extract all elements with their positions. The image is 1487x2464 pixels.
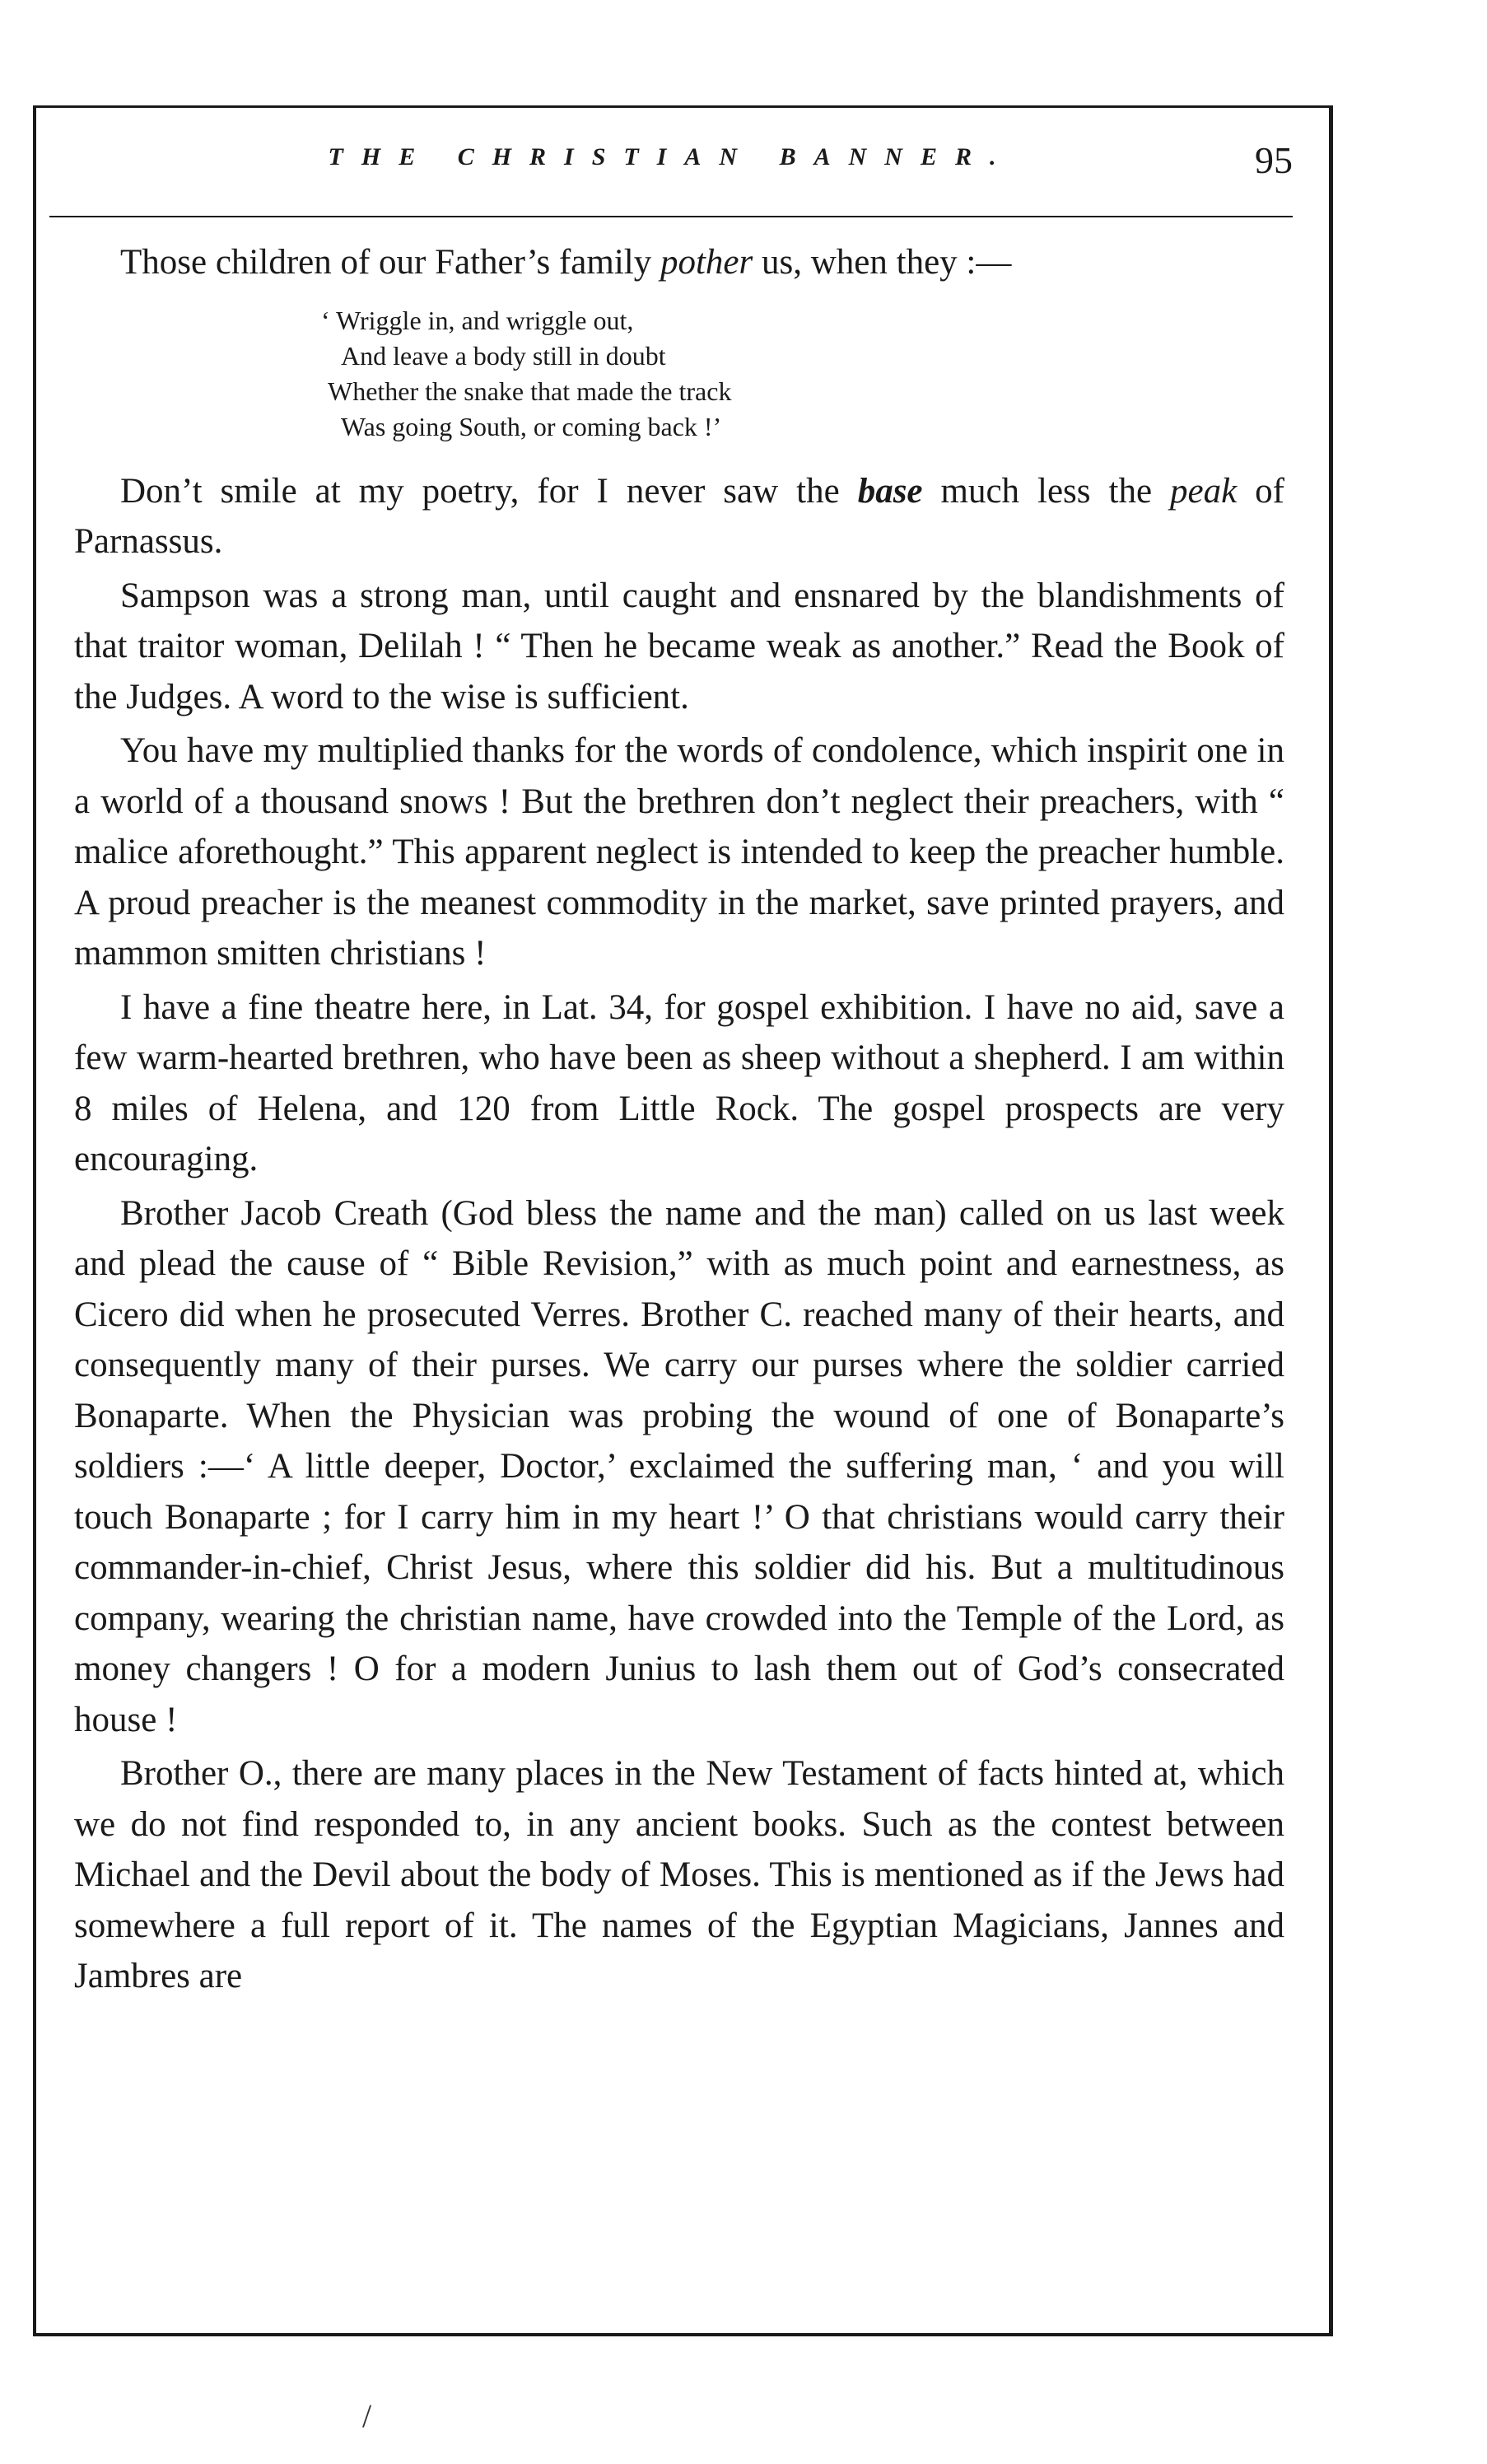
verse-quote (321, 303, 1284, 445)
opening-line-text: Those children of our Father’s family (120, 243, 660, 282)
paragraph-text: Don’t smile at my poetry, for I never saw the (120, 471, 858, 511)
opening-line (74, 237, 1284, 288)
opening-line-emphasis: pother (660, 243, 753, 282)
verse-line: And leave a body still in doubt (341, 340, 666, 371)
verse-line: Was going South, or coming back !’ (341, 411, 722, 441)
header-rule (49, 216, 1293, 217)
paragraph-poetry (74, 466, 1284, 567)
page-header (49, 138, 1293, 188)
emphasis-base: base (857, 471, 923, 511)
paragraph-text: much less the (922, 471, 1171, 511)
emphasis-peak: peak (1170, 471, 1238, 511)
paragraph-condolence: You have my multiplied thanks for the words of condolence, which inspirit one in a world of a thousand snows ! But the brethren don’t neglect their preachers, with “ malice aforethought.” This apparent neglect is intended to keep the preacher humble. A proud preacher is the meanest commodity in the market, save printed prayers, and mammon smitten christians ! (74, 731, 1284, 973)
running-title: THE CHRISTIAN BANNER. (328, 143, 1014, 170)
paragraph-text: of Parnassus. (74, 471, 1284, 561)
article-body (74, 237, 1284, 2005)
paragraph-creath: Brother Jacob Creath (God bless the name and the man) called on us last week and plead the cause of “ Bible Revision,” with as much point and earnestness, as Cicero did when he prosecuted Verres. Brother C. reached many of their hearts, and consequently many of their purses. We carry our purses where the soldier carried Bonaparte. When the Physician was probing the wound of one of Bonaparte’s soldiers :—‘ A little deeper, Doctor,’ exclaimed the suffering man, ‘ and you will touch Bonaparte ; for I carry him in my heart !’ O that christians would carry their commander-in-chief, Christ Jesus, where this soldier did his. But a multitudinous company, wearing the christian name, have crowded into the Temple of the Lord, as money changers ! O for a modern Junius to lash them out of God’s consecrated house ! (74, 1193, 1284, 1739)
paragraph-sampson: Sampson was a strong man, until caught and ensnared by the blandishments of that traitor woman, Delilah ! “ Then he became weak as another.” Read the Book of the Judges. A word to the wise is sufficient. (74, 576, 1284, 716)
opening-line-text-end: us, when they :— (753, 243, 1012, 282)
paragraph-new-testament: Brother O., there are many places in the New Testament of facts hinted at, which we do not find responded to, in any ancient books. Such as the contest between Michael and the Devil about the body of Moses. This is mentioned as if the Jews had somewhere a full report of it. The names of the Egyptian Magicians, Jannes and Jambres are (74, 1754, 1284, 1995)
verse-line: ‘ Wriggle in, and wriggle out, (321, 305, 634, 335)
page-number: 95 (1255, 139, 1293, 181)
verse-line: Whether the snake that made the track (328, 376, 732, 406)
paragraph-theatre: I have a fine theatre here, in Lat. 34, for gospel exhibition. I have no aid, save a few warm-hearted brethren, who have been as sheep without a shepherd. I am within 8 miles of Helena, and 120 from Little Rock. The gospel prospects are very encouraging. (74, 987, 1284, 1178)
stray-ink-mark: / (362, 2397, 372, 2434)
